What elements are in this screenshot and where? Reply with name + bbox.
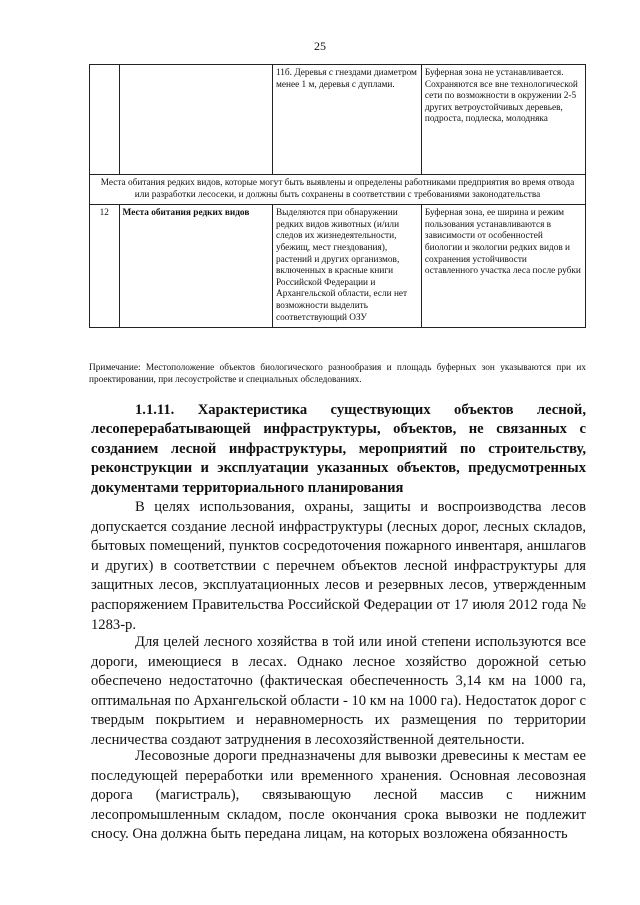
table-row [90,175,586,205]
table-cell-number: 12 [90,205,120,328]
table-cell-description: 11б. Деревья с гнездами диаметром менее 1 м, деревья с дуплами. [272,65,421,175]
paragraph: Лесовозные дороги предназначены для вывозки древесины к местам ее последующей переработки или временного хранения. Основная лесовозная дорога (магистраль), связывающую лесной массив с нижним лесопромышленным складом, после окончания срока вывозки не подлежит сносу. Она должна быть передана лицам, на которых возложена обязанность [91,748,586,843]
table-cell-number [90,65,120,175]
paragraph: Для целей лесного хозяйства в той или иной степени используются все дороги, имеющиеся в лесах. Однако лесное хозяйство дорожной сетью обеспечено недостаточно (фактическая обеспеченность 3,14 км на 1000 га, оптимальная по Архангельской области - 10 км на 1000 га). Недостаток дорог с твердым покрытием и неравномерность их размещения по территории лесничества создают затруднения в лесохозяйственной деятельности. [91,634,586,748]
biodiversity-table [89,64,586,328]
paragraph: В целях использования, охраны, защиты и воспроизводства лесов допускается создание лесной инфраструктуры (лесных дорог, лесных складов, бытовых помещений, пунктов сосредоточения пожарного инвентаря, аншлагов и других) в соответствии с перечнем объектов лесной инфраструктуры для защитных лесов, эксплуатационных лесов и резервных лесов, утвержденным распоряжением Правительства Российской Федерации от 17 июля 2012 года № 1283-р. [91,499,586,633]
page-number: 25 [314,39,326,53]
table-note: Примечание: Местоположение объектов биологического разнообразия и площадь буферных зон указываются при их проектировании, при лесоустройстве и специальных обследованиях. [89,363,586,385]
table-cell-name [119,65,272,175]
table-section-header: Места обитания редких видов, которые могут быть выявлены и определены работниками предприятия во время отвода или разработки лесосеки, и должны быть сохранены в соответствии с требованиями законодательства [90,175,586,205]
table-cell-description: Выделяются при обнаружении редких видов животных (и/или следов их жизнедеятельности, убежищ, мест гнездования), растений и других организмов, включенных в красные книги Российской Федерации и Архангельской области, если нет возможности выделить соответствующий ОЗУ [272,205,421,328]
table-cell-buffer-zone: Буферная зона, ее ширина и режим пользования устанавливаются в зависимости от особенностей биологии и экологии редких видов и сохранения устойчивости оставленного участка леса после рубки [421,205,585,328]
table-row [90,65,586,175]
table-cell-name: Места обитания редких видов [119,205,272,328]
section-heading: 1.1.11. Характеристика существующих объектов лесной, лесоперерабатывающей инфраструктуры, объектов, не связанных с созданием лесной инфраструктуры, мероприятий по строительству, реконструкции и эксплуатации указанных объектов, предусмотренных документами территориального планирования [91,402,586,496]
table-row [90,205,586,328]
table-cell-buffer-zone: Буферная зона не устанавливается. Сохраняются все вне технологической сети по возможности в окружении 2-5 других ветроустойчивых деревьев, подроста, подлеска, молодняка [421,65,585,175]
